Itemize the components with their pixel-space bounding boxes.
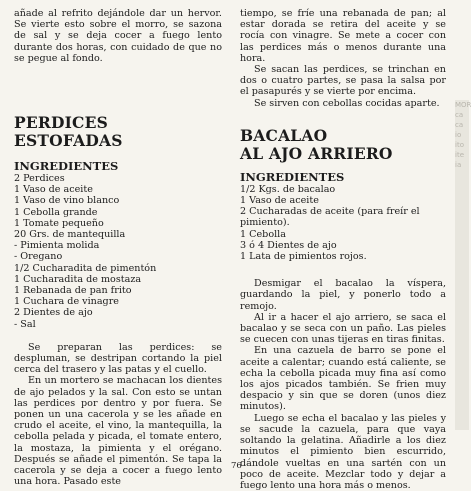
left-column bbox=[14, 8, 222, 488]
ingredient-item: 2 Cucharadas de aceite (para freír el pimiento). bbox=[240, 206, 420, 229]
ingredient-item: 3 ó 4 Dientes de ajo bbox=[240, 239, 337, 251]
ingredients-heading-perdices: INGREDIENTES bbox=[14, 159, 119, 174]
ingredients-heading-bacalao: INGREDIENTES bbox=[240, 169, 345, 184]
ingredient-item: 1 Cebolla bbox=[240, 228, 286, 240]
page-number: 76 bbox=[231, 461, 242, 471]
ingredient-item: - Sal bbox=[14, 318, 36, 330]
ingredient-item: 20 Grs. de mantequilla bbox=[14, 229, 126, 241]
ingredient-item: 1 Vaso de aceite bbox=[14, 184, 93, 196]
right-intro-paragraph: Se sirven con cebollas cocidas aparte. bbox=[254, 97, 440, 109]
ingredient-item: 1/2 Kgs. de bacalao bbox=[240, 183, 336, 195]
ingredient-item: - Pimienta molida bbox=[14, 240, 100, 252]
recipe-title-bacalao bbox=[240, 127, 446, 163]
ingredient-item: 1/2 Cucharadita de pimentón bbox=[14, 262, 157, 274]
ingredient-item: 1 Tomate pequeño bbox=[14, 217, 104, 229]
ingredient-list-perdices bbox=[14, 173, 222, 330]
ingredient-item: 1 Vaso de vino blanco bbox=[14, 195, 120, 207]
edge-fragment: ito bbox=[455, 141, 464, 149]
edge-fragment: MOR bbox=[455, 101, 471, 109]
paragraph: En un mortero se machacan los dientes de ajo pelados y la sal. Con esto se untan las perdices por dentro y por fuera. Se ponen un una cacerola y se les añade en crudo el aceite, el vino, la mantequilla, la cebolla pelada y picada, el tomate entero, la mostaza, la pimienta y el orégano. Después se añade el pimentón. Se tapa la cacerola y se deja a cocer a fuego lento una hora. Pasado este bbox=[14, 375, 222, 488]
adjacent-page-edge bbox=[455, 100, 469, 430]
edge-fragment: ca bbox=[455, 121, 464, 129]
edge-fragment: io bbox=[455, 131, 462, 139]
spacer bbox=[14, 330, 222, 342]
left-intro-text: añade al refrito dejándole dar un hervor. Se vierte esto sobre el morro, se sazona de sal y se deja cocer a fuego lento durante dos horas, con cuidado de que no se pegue al fondo. bbox=[14, 8, 222, 64]
spacer bbox=[240, 262, 446, 278]
right-column bbox=[240, 8, 446, 491]
right-intro-paragraph: Se sacan las perdices, se trinchan en dos o cuatro partes, se pasa la salsa por el pasapurés y se vierte por encima. bbox=[240, 64, 446, 98]
ingredient-item: 1 Vaso de aceite bbox=[240, 195, 319, 207]
edge-fragment: ite bbox=[455, 151, 464, 159]
ingredient-item: 1 Cebolla grande bbox=[14, 206, 98, 218]
paragraph: Desmigar el bacalao la víspera, guardando la piel, y ponerlo todo a remojo. bbox=[240, 278, 446, 312]
paragraph: Luego se echa el bacalao y las pieles y se sacude la cazuela, para que vaya soltando la gelatina. Añadirle a los diez minutos el pimiento bien escurrido, dándole vueltas en una sartén con un poco de aceite. Mezclar todo y dejar a fuego lento una hora más o menos. bbox=[240, 412, 446, 491]
paragraph: En una cazuela de barro se pone el aceite a calentar; cuando está caliente, se echa la cebolla picada muy fina así como los ajos picados también. Se frien muy despacio y sin que se doren (unos diez minutos). bbox=[240, 345, 446, 413]
right-intro-paragraph: tiempo, se fríe una rebanada de pan; al estar dorada se retira del aceite y se rocía con vinagre. Se mete a cocer con las perdices más o menos durante una hora. bbox=[240, 8, 446, 64]
edge-fragment: ca bbox=[455, 111, 464, 119]
edge-fragment: ia bbox=[455, 161, 462, 169]
spacer bbox=[240, 109, 446, 127]
ingredient-item: 1 Cuchara de vinagre bbox=[14, 296, 119, 308]
ingredient-item: 1 Rebanada de pan frito bbox=[14, 285, 132, 297]
recipe-title-line2: AL AJO ARRIERO bbox=[240, 143, 393, 163]
ingredient-list-bacalao bbox=[240, 184, 446, 262]
paragraph: Se preparan las perdices: se despluman, se destripan cortando la piel cerca del trasero y las patas y el cuello. bbox=[14, 341, 222, 376]
ingredient-item: 1 Cucharadita de mostaza bbox=[14, 273, 142, 285]
spacer bbox=[14, 64, 222, 114]
recipe-title-perdices: PERDICES ESTOFADAS bbox=[14, 113, 123, 151]
ingredient-item: - Oregano bbox=[14, 251, 63, 263]
paragraph: Al ir a hacer el ajo arriero, se saca el bacalao y se seca con un paño. Las pieles se cuecen con unas tijeras en tiras finitas. bbox=[240, 311, 446, 346]
ingredient-item: 2 Dientes de ajo bbox=[14, 307, 93, 319]
recipe-title-line1: BACALAO bbox=[240, 125, 328, 145]
ingredient-item: 1 Lata de pimientos rojos. bbox=[240, 251, 367, 263]
ingredient-item: 2 Perdices bbox=[14, 173, 65, 185]
